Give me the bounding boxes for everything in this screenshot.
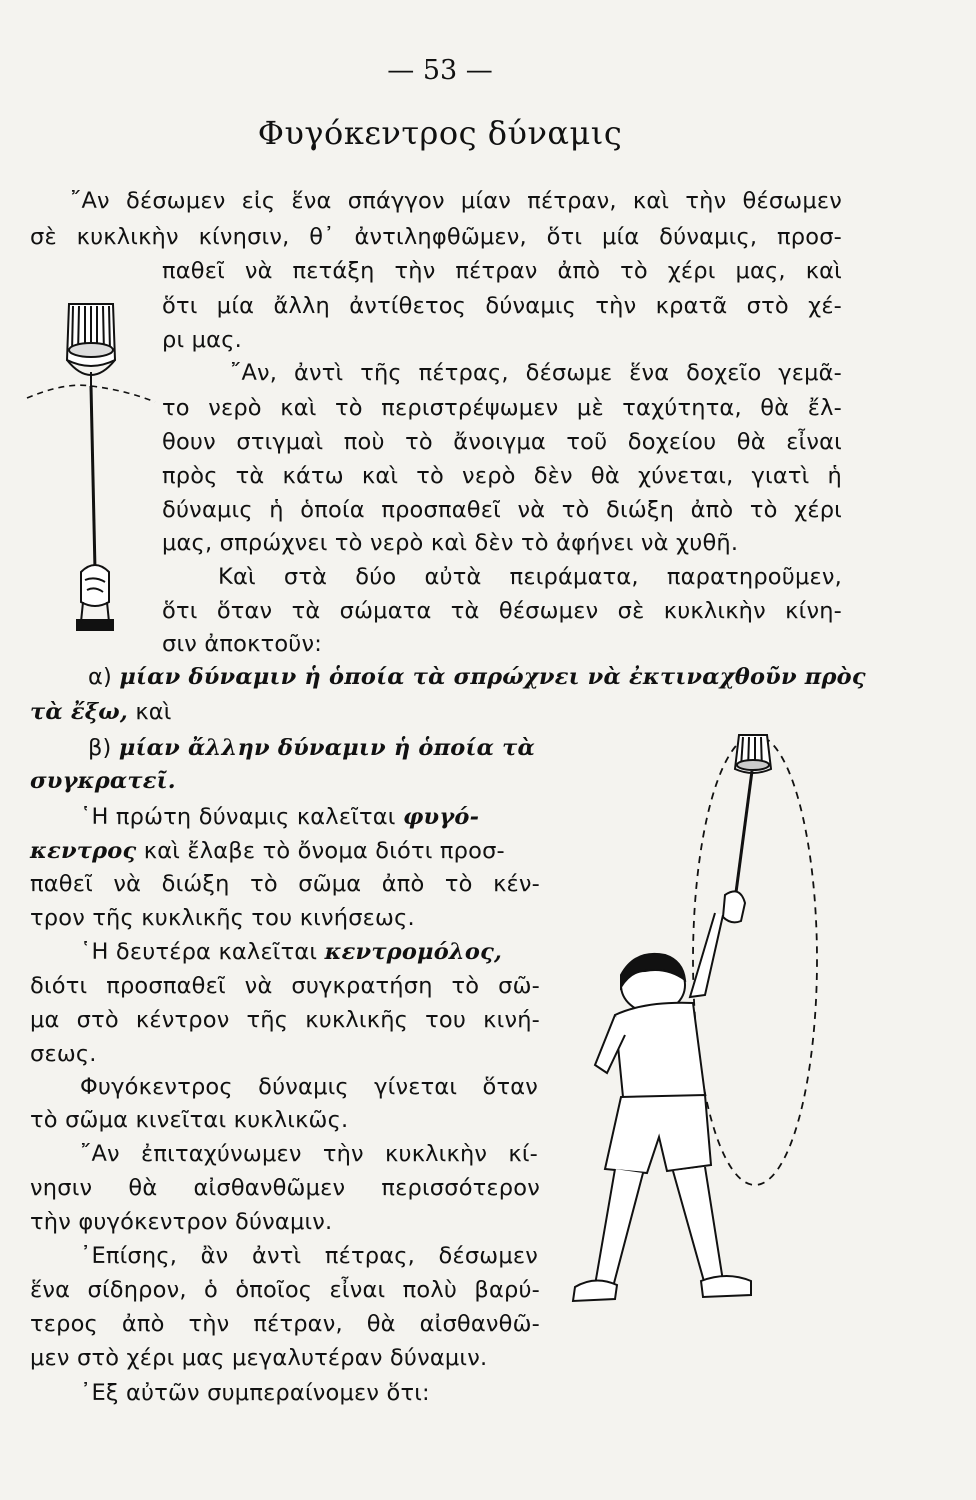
text-line: τὰ ἔξω, καὶ <box>30 699 172 725</box>
text-line: παθεῖ νὰ πετάξη τὴν πέτραν ἀπὸ τὸ χέρι μας, καὶ <box>162 258 842 284</box>
section-heading: Φυγόκεντρος δύναμις <box>257 114 623 152</box>
text-line: κεντρος καὶ ἔλαβε τὸ ὄνομα διότι προσ- <box>30 838 505 864</box>
text-line: θουν στιγμαὶ ποὺ τὸ ἄνοιγμα τοῦ δοχείου θὰ εἶναι <box>162 429 842 455</box>
boy-swinging-bucket-illustration <box>555 725 835 1345</box>
text-line: ῎Αν ἐπιταχύνωμεν τὴν κυκλικὴν κί- <box>80 1141 538 1167</box>
text-line: α) μίαν δύναμιν ἡ ὁποία τὰ σπρώχνει νὰ ἐκτιναχθοῦν πρὸς <box>88 664 866 690</box>
text-line: μα στὸ κέντρον τῆς κυκλικῆς του κινή- <box>30 1007 540 1033</box>
emphasis-text: κεντρομόλος, <box>324 939 503 965</box>
text-line: ὅτι ὅταν τὰ σώματα τὰ θέσωμεν σὲ κυκλικὴν κίνη- <box>162 598 842 624</box>
text-line: μεν στὸ χέρι μας μεγαλυτέραν δύναμιν. <box>30 1345 488 1371</box>
text-line: ῎Αν, ἀντὶ τῆς πέτρας, δέσωμε ἕνα δοχεῖο γεμᾶ- <box>230 360 842 386</box>
emphasis-text: συγκρατεῖ. <box>30 768 176 794</box>
page-number: — 53 — <box>387 55 493 86</box>
text-line: ρι μας. <box>162 327 242 353</box>
hand-swinging-bucket-illustration <box>25 290 165 650</box>
text-line: Καὶ στὰ δύο αὐτὰ πειράματα, παρατηροῦμεν, <box>218 564 842 590</box>
text-line: παθεῖ νὰ διώξη τὸ σῶμα ἀπὸ τὸ κέν- <box>30 871 540 897</box>
text-line: β) μίαν ἄλλην δύναμιν ἡ ὁποία τὰ <box>88 735 536 761</box>
emphasis-text: μίαν ἄλλην δύναμιν ἡ ὁποία τὰ <box>118 735 536 761</box>
emphasis-text: κεντρος <box>30 838 137 864</box>
emphasis-text: φυγό- <box>402 804 480 830</box>
text-line: ᾽Εξ αὐτῶν συμπεραίνομεν ὅτι: <box>80 1380 430 1406</box>
text-line: Φυγόκεντρος δύναμις γίνεται ὅταν <box>80 1074 538 1100</box>
text-line: διότι προσπαθεῖ νὰ συγκρατήση τὸ σῶ- <box>30 973 540 999</box>
emphasis-text: μίαν δύναμιν ἡ ὁποία τὰ σπρώχνει νὰ ἐκτιναχθοῦν πρὸς <box>119 664 866 690</box>
text-line: ῎Αν δέσωμεν εἰς ἕνα σπάγγον μίαν πέτραν, καὶ τὴν θέσωμεν <box>70 188 842 214</box>
text-line: τρον τῆς κυκλικῆς του κινήσεως. <box>30 905 415 931</box>
text-line: πρὸς τὰ κάτω καὶ τὸ νερὸ δὲν θὰ χύνεται, γιατὶ ἡ <box>162 463 842 489</box>
text-line: τὸ σῶμα κινεῖται κυκλικῶς. <box>30 1107 349 1133</box>
text-line: ῾Η πρώτη δύναμις καλεῖται φυγό- <box>80 804 480 830</box>
text-line: μας, σπρώχνει τὸ νερὸ καὶ δὲν τὸ ἀφήνει νὰ χυθῆ. <box>162 530 739 556</box>
text-line: σιν ἀποκτοῦν: <box>162 631 323 657</box>
text-line: τὴν φυγόκεντρον δύναμιν. <box>30 1209 333 1235</box>
text-line: ἕνα σίδηρον, ὁ ὁποῖος εἶναι πολὺ βαρύ- <box>30 1277 540 1303</box>
text-line: ᾽Επίσης, ἂν ἀντὶ πέτρας, δέσωμεν <box>80 1243 538 1269</box>
text-line: το νερὸ καὶ τὸ περιστρέψωμεν μὲ ταχύτητα, θὰ ἔλ- <box>162 395 842 421</box>
text-line: δύναμις ἡ ὁποία προσπαθεῖ νὰ τὸ διώξη ἀπὸ τὸ χέρι <box>162 497 842 523</box>
text-line: νησιν θὰ αἰσθανθῶμεν περισσότερον <box>30 1175 540 1201</box>
text-line: ῾Η δευτέρα καλεῖται κεντρομόλος, <box>80 939 503 965</box>
text-line: ὅτι μία ἄλλη ἀντίθετος δύναμις τὴν κρατᾶ στὸ χέ- <box>162 293 842 319</box>
text-line <box>30 766 176 796</box>
text-line: σεως. <box>30 1041 97 1067</box>
text-line: τερος ἀπὸ τὴν πέτραν, θὰ αἰσθανθῶ- <box>30 1311 540 1337</box>
text-line: σὲ κυκλικὴν κίνησιν, θ᾽ ἀντιληφθῶμεν, ὅτι μία δύναμις, προσ- <box>30 224 842 250</box>
emphasis-text: τὰ ἔξω, <box>30 699 128 725</box>
